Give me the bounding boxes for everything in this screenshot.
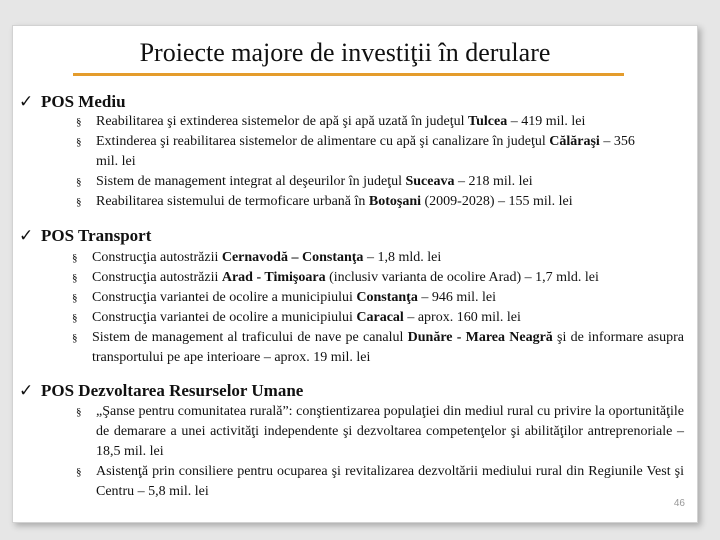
section-heading [19, 226, 151, 246]
checkmark-icon: ✓ [19, 381, 34, 400]
section-heading-text: POS Dezvoltarea Resurselor Umane [41, 381, 304, 400]
section-heading-text: POS Mediu [41, 92, 126, 111]
bullet-icon: § [76, 136, 82, 148]
item-list [76, 402, 684, 502]
bullet-icon: § [76, 196, 82, 208]
bullet-icon: § [76, 406, 82, 418]
list-item: § Asistenţă prin consiliere pentru ocuparea şi revitalizarea dezvoltării mediului rural din Regiunile Vest şi Centru – 5,8 mil. lei [76, 464, 684, 499]
bullet-icon: § [72, 272, 78, 284]
title-underline [73, 73, 624, 76]
bullet-icon: § [76, 176, 82, 188]
checkmark-icon: ✓ [19, 92, 34, 111]
bullet-icon: § [72, 252, 78, 264]
section-heading [19, 92, 126, 112]
list-item: § Construcţia variantei de ocolire a municipiului Constanţa – 946 mil. lei [92, 288, 684, 308]
list-item: § Reabilitarea sistemului de termoficare urbană în Botoşani (2009-2028) – 155 mil. lei [96, 192, 656, 212]
list-item: § Sistem de management al traficului de nave pe canalul Dunăre - Marea Neagră şi de informare asupra transportului pe ape interioare – aprox. 19 mil. lei [72, 330, 684, 365]
list-item: § Construcţia autostrăzii Cernavodă – Constanţa – 1,8 mld. lei [92, 248, 684, 268]
bullet-icon: § [76, 116, 82, 128]
section-heading-text: POS Transport [41, 226, 152, 245]
item-list [72, 248, 684, 368]
checkmark-icon: ✓ [19, 226, 34, 245]
list-item: § Reabilitarea şi extinderea sistemelor de apă şi apă uzată în judeţul Tulcea – 419 mil. lei [96, 112, 656, 132]
list-item: § Sistem de management integrat al deşeurilor în judeţul Suceava – 218 mil. lei [96, 172, 656, 192]
bullet-icon: § [72, 332, 78, 344]
list-item: § Construcţia variantei de ocolire a municipiului Caracal – aprox. 160 mil. lei [92, 308, 684, 328]
bullet-icon: § [72, 292, 78, 304]
bullet-icon: § [72, 312, 78, 324]
bullet-icon: § [76, 466, 82, 478]
slide [12, 25, 698, 523]
page-number: 46 [673, 498, 685, 509]
slide-title: Proiecte majore de investiţii în derulare [139, 38, 551, 67]
list-item: § Construcţia autostrăzii Arad - Timişoara (inclusiv varianta de ocolire Arad) – 1,7 mld. lei [92, 268, 684, 288]
section-heading [19, 381, 303, 401]
list-item: § „Şanse pentru comunitatea rurală”: conştientizarea populaţiei din mediul rural cu privire la oportunităţile de demarare a unei activităţi independente şi dezvoltarea competenţelor şi abilităţilor antreprenoriale – 18,5 mil. lei [76, 404, 684, 459]
list-item: § Extinderea şi reabilitarea sistemelor de alimentare cu apă şi canalizare în judeţul Călăraşi – 356 mil. lei [76, 134, 635, 169]
item-list [76, 112, 656, 212]
